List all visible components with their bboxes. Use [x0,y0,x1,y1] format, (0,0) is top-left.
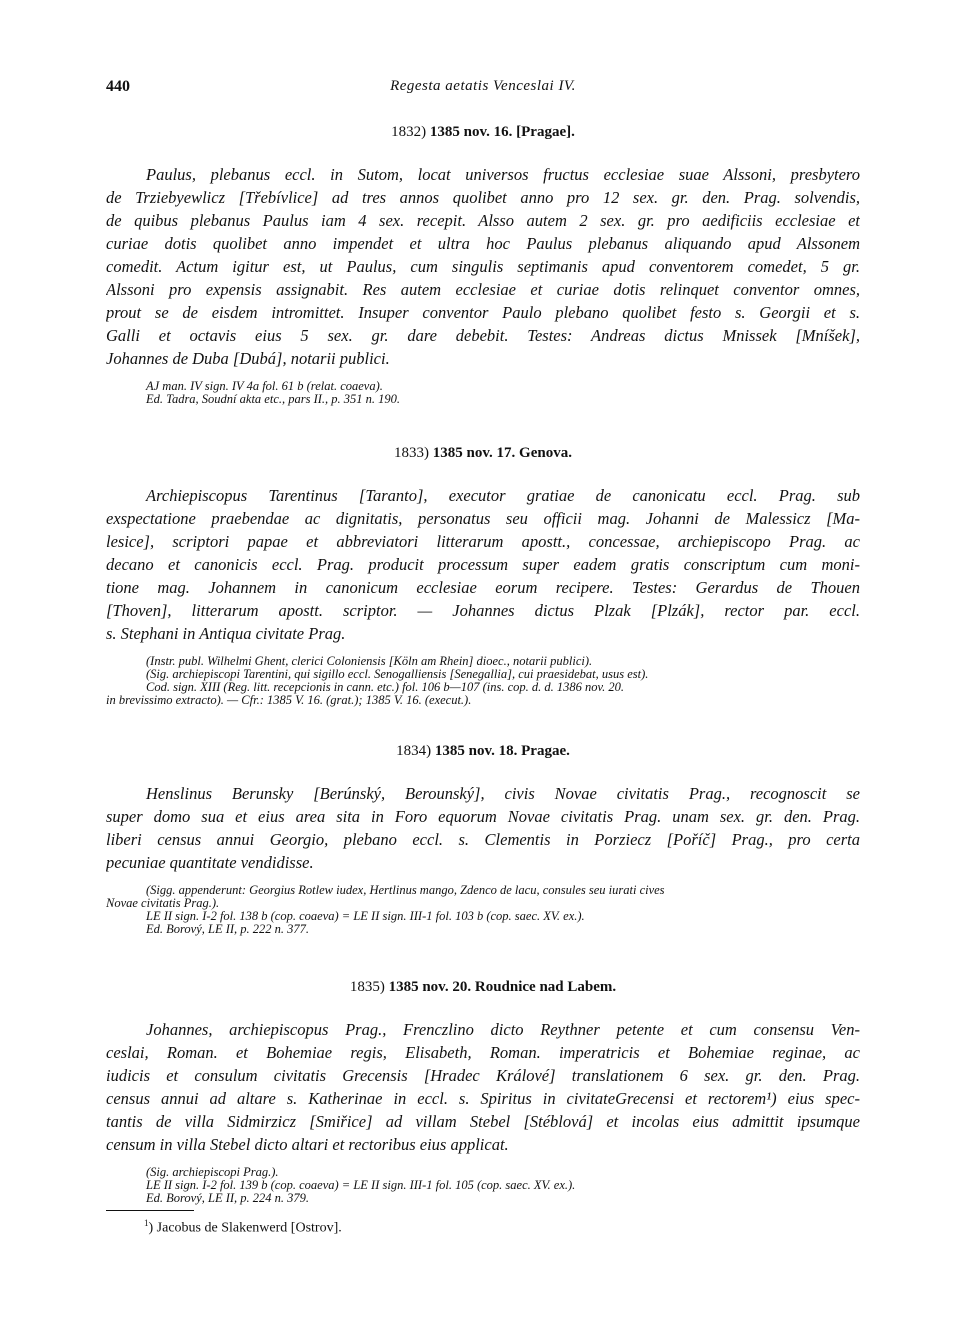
entry-text-line: Paulus, plebanus eccl. in Sutom, locat universos fructus ecclesiae suae Alssoni, presbytero [146,165,860,184]
entry-text-line: [Thoven], litterarum apostt. scriptor. — Johannes dictus Plzak [Plzák], rector par. eccl. [106,601,860,620]
entry-text-line: exspectatione praebendae ac dignitatis, personatus seu officii mag. Johanni de Malessicz [Ma- [106,509,860,528]
entry-text-line: Henslinus Berunsky [Berúnský, Berounský], civis Novae civitatis Prag., recognoscit se [146,784,860,803]
source-note: Cod. sign. XIII (Reg. litt. recepcionis in cann. etc.) fol. 106 b—107 (ins. cop. d. d. 1386 nov. 20. [146,681,625,694]
entry-text-line: de quibus plebanus Paulus iam 4 sex. recepit. Alsso autem 2 sex. gr. pro aedificiis ecclesiae et [106,211,860,230]
regest-entry [106,976,860,1205]
regest-entry [106,121,860,406]
entry-heading [106,740,860,762]
source-note: (Sigg. appenderunt: Georgius Rotlew iudex, Hertlinus mango, Zdenco de lacu, consules seu iurati cives [146,884,665,897]
entry-number: 1832) [391,124,427,140]
entry-date: 1385 nov. 18. Pragae. [434,743,570,759]
entry-text-line: comedit. Actum igitur est, ut Paulus, cum singulis septimanis apud conventorem comedet, 5 gr. [106,257,860,276]
entry-text-line: censum in villa Stebel dicto altari et rectoribus eius applicat. [106,1135,509,1154]
entry-heading [106,121,860,143]
entry-text-line: ceslai, Roman. et Bohemiae regis, Elisabeth, Roman. imperatricis et Bohemiae reginae, ac [106,1043,860,1062]
entry-text-line: Johannes, archiepiscopus Prag., Frenczlino dicto Reythner petente et cum consensu Ven- [146,1020,860,1039]
source-note: in brevissimo extracto). — Cfr.: 1385 V. 16. (grat.); 1385 V. 16. (execut.). [106,694,472,707]
entry-number: 1835) [349,979,385,995]
source-note: Novae civitatis Prag.). [106,897,220,910]
footnote-marker: 1 [144,1218,149,1228]
source-note: Ed. Borový, LE II, p. 222 n. 377. [146,923,310,936]
entry-text-line: s. Stephani in Antiqua civitate Prag. [106,624,346,643]
entry-text-line: prout se de eisdem intromittet. Insuper conventor Paulo plebano quolibet festo s. Georgii et s. [106,303,860,322]
page-number: 440 [106,78,130,95]
entry-text-line: super domo sua et eius area sita in Foro equorum Novae civitatis Prag. unam sex. gr. den. Prag. [106,807,860,826]
footnote-text: ) Jacobus de Slakenwerd [Ostrov]. [148,1220,342,1236]
footnote [144,1218,342,1237]
entry-number: 1833) [394,445,430,461]
entry-text-line: decano et canonicis eccl. Prag. producit processum super eadem gratis conscriptum cum moni- [106,555,860,574]
entry-text-line: census annui ad altare s. Katherinae in eccl. s. Spiritus in civitateGrecensi et rectorem¹) eius spec- [106,1089,860,1108]
source-note: Ed. Borový, LE II, p. 224 n. 379. [146,1192,310,1205]
entry-text-line: Archiepiscopus Tarentinus [Taranto], executor gratiae de canonicatu eccl. Prag. sub [146,486,860,505]
entry-text-line: liberi census annui Georgio, plebano eccl. s. Clementis in Porziecz [Poříč] Prag., pro certa [106,830,860,849]
source-note: (Sig. archiepiscopi Tarentini, qui sigillo eccl. Senogalliensis [Senegallia], cui praesidebat, usus est). [146,668,649,681]
source-note: (Sig. archiepiscopi Prag.). [146,1166,279,1179]
entry-date: 1385 nov. 16. [Pragae]. [429,124,575,140]
entry-heading [106,442,860,464]
regest-entry [106,740,860,936]
source-note: Ed. Tadra, Soudní akta etc., pars II., p. 351 n. 190. [146,393,401,406]
entry-text-line: Alssoni pro expensis assignabit. Res autem ecclesiae et curiae dotis relinquet conventor omnes, [106,280,860,299]
source-note: (Instr. publ. Wilhelmi Ghent, clerici Coloniensis [Köln am Rhein] dioec., notarii publici). [146,655,593,668]
footnote-divider [106,1210,194,1211]
source-note: AJ man. IV sign. IV 4a fol. 61 b (relat. coaeva). [146,380,383,393]
running-head [106,78,860,102]
entry-date: 1385 nov. 17. Genova. [432,445,572,461]
entry-text-line: curiae dotis quolibet anno impendet et ultra hoc Paulus plebanus aliquando apud Alssonem [106,234,860,253]
entry-text-line: tantis de villa Sidmirzicz [Smiřice] ad villam Stebel [Stéblová] et incolas eius admittit ipsumque [106,1112,860,1131]
running-title: Regesta aetatis Venceslai IV. [390,78,576,94]
entry-text-line: lesice], scriptori papae et abbreviatori litterarum apostt., concessae, archiepiscopo Prag. ac [106,532,860,551]
regest-entry [106,442,860,707]
entry-date: 1385 nov. 20. Roudnice nad Labem. [388,979,617,995]
entry-text-line: tione mag. Johannem in canonicum ecclesiae eorum recipere. Testes: Gerardus de Thouen [106,578,860,597]
entry-heading [106,976,860,998]
entry-number: 1834) [396,743,432,759]
entry-text-line: Johannes de Duba [Dubá], notarii publici. [106,349,390,368]
source-note: LE II sign. I-2 fol. 139 b (cop. coaeva) = LE II sign. III-1 fol. 105 (cop. saec. XV. ex.). [146,1179,576,1192]
entry-text-line: iudicis et consulum civitatis Grecensis [Hradec Králové] translationem 6 sex. gr. den. Prag. [106,1066,860,1085]
entry-text-line: de Trziebyewlicz [Třebívlice] ad tres annos quolibet anno pro 12 sex. gr. den. Prag. solvendis, [106,188,860,207]
entry-text-line: Galli et octavis eius 5 sex. gr. dare debebit. Testes: Andreas dictus Mnissek [Mníšek], [106,326,860,345]
entry-text-line: pecuniae quantitate vendidisse. [106,853,314,872]
source-note: LE II sign. I-2 fol. 138 b (cop. coaeva) = LE II sign. III-1 fol. 103 b (cop. saec. XV. ex.). [146,910,585,923]
